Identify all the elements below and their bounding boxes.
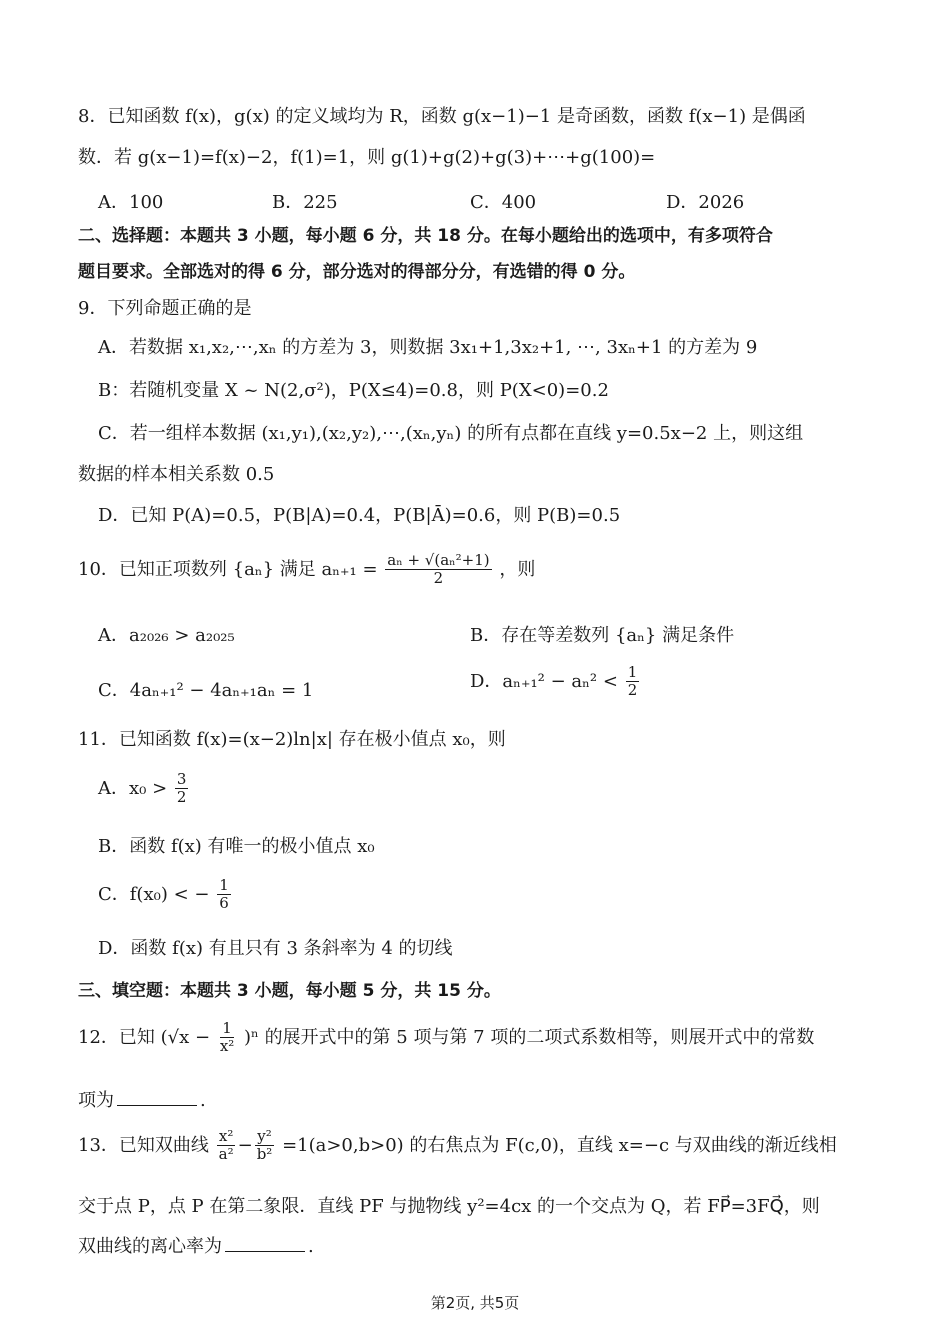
q11-option-a-den: 2 xyxy=(176,788,187,807)
q12-answer-blank[interactable] xyxy=(117,1105,197,1106)
q10-option-c: C．4aₙ₊₁² − 4aₙ₊₁aₙ = 1 xyxy=(98,680,314,701)
q9-option-d: D．已知 P(A)=0.5，P(B|A)=0.4，P(B|Ā)=0.6，则 P(B)=0.5 xyxy=(98,505,621,526)
q9-stem: 9．下列命题正确的是 xyxy=(78,298,252,319)
q11-option-c xyxy=(98,877,233,913)
q13-pre: 13．已知双曲线 xyxy=(78,1134,209,1156)
q13-fraction-y-num: y² xyxy=(257,1127,272,1145)
q8-option-a: A．100 xyxy=(98,192,164,213)
q12-fraction-den: x² xyxy=(219,1037,235,1056)
q10-stem-post: ，则 xyxy=(499,558,536,580)
q11-option-a-fraction xyxy=(175,771,189,807)
q13-fraction-x xyxy=(217,1128,236,1164)
q13-answer-blank[interactable] xyxy=(225,1251,305,1252)
q12-line2-text: 项为 xyxy=(78,1090,114,1111)
q9-option-c-line2: 数据的样本相关系数 0.5 xyxy=(78,464,275,485)
q11-option-c-den: 6 xyxy=(219,894,229,913)
q13-line3 xyxy=(78,1236,314,1258)
q12-line1 xyxy=(78,1020,814,1056)
q11-option-c-num: 1 xyxy=(219,876,229,894)
q12-post: )ⁿ 的展开式中的第 5 项与第 7 项的二项式系数相等，则展开式中的常数 xyxy=(244,1026,815,1048)
q9-option-a: A．若数据 x₁,x₂,⋯,xₙ 的方差为 3，则数据 3x₁+1,3x₂+1, ⋯, 3xₙ+1 的方差为 9 xyxy=(98,337,758,358)
q12-end: . xyxy=(200,1090,206,1111)
q13-end: . xyxy=(308,1236,314,1257)
q12-fraction-num: 1 xyxy=(222,1019,232,1037)
q13-post: =1(a>0,b>0) 的右焦点为 F(c,0)，直线 x=−c 与双曲线的渐近线相 xyxy=(282,1134,837,1156)
q9-option-c-line1: C．若一组样本数据 (x₁,y₁),(x₂,y₂),⋯,(xₙ,yₙ) 的所有点都在直线 y=0.5x−2 上，则这组 xyxy=(98,423,804,444)
q10-fraction-num: aₙ + √(aₙ²+1) xyxy=(387,551,490,569)
section2-line1: 二、选择题：本题共 3 小题，每小题 6 分，共 18 分。在每小题给出的选项中，有多项符合 xyxy=(78,226,773,246)
q10-option-d-den: 2 xyxy=(627,681,638,700)
q8-option-b: B．225 xyxy=(272,192,338,213)
q8-line2: 数．若 g(x−1)=f(x)−2，f(1)=1，则 g(1)+g(2)+g(3)+⋯+g(100)= xyxy=(78,147,656,168)
q13-line1 xyxy=(78,1128,837,1164)
page-footer: 第2页, 共5页 xyxy=(430,1294,520,1312)
q11-option-b: B．函数 f(x) 有唯一的极小值点 x₀ xyxy=(98,836,375,857)
q10-fraction xyxy=(385,552,491,588)
section2-line2: 题目要求。全部选对的得 6 分，部分选对的得部分分，有选错的得 0 分。 xyxy=(78,262,636,282)
q10-stem-pre: 10．已知正项数列 {aₙ} 满足 aₙ₊₁ = xyxy=(78,558,378,580)
q11-option-a-num: 3 xyxy=(176,770,187,788)
q10-option-d xyxy=(470,664,641,700)
q11-option-a xyxy=(98,771,190,807)
q13-line3-text: 双曲线的离心率为 xyxy=(78,1236,222,1257)
q10-option-a: A．a₂₀₂₆ > a₂₀₂₅ xyxy=(98,625,235,646)
q8-line1: 8．已知函数 f(x)，g(x) 的定义域均为 R，函数 g(x−1)−1 是奇函数，函数 f(x−1) 是偶函 xyxy=(78,106,806,127)
q11-option-c-pre: C．f(x₀) < − xyxy=(98,883,210,905)
q13-line2: 交于点 P，点 P 在第二象限．直线 PF 与抛物线 y²=4cx 的一个交点为 Q，若 FP⃗=3FQ⃗，则 xyxy=(78,1196,820,1217)
q12-fraction xyxy=(218,1020,236,1056)
q10-stem xyxy=(78,552,535,588)
q10-fraction-den: 2 xyxy=(433,569,444,588)
q13-fraction-y-den: b² xyxy=(256,1145,273,1164)
q11-option-a-pre: A．x₀ > xyxy=(98,777,168,799)
q13-fraction-x-num: x² xyxy=(218,1127,234,1145)
q12-line2 xyxy=(78,1090,206,1112)
q10-option-d-num: 1 xyxy=(627,663,638,681)
section3-header: 三、填空题：本题共 3 小题，每小题 5 分，共 15 分。 xyxy=(78,981,501,1001)
q13-fraction-y xyxy=(255,1128,275,1164)
q11-option-c-fraction xyxy=(217,877,231,913)
q13-fraction-x-den: a² xyxy=(218,1145,234,1164)
q10-option-d-pre: D．aₙ₊₁² − aₙ² < xyxy=(470,670,618,692)
q11-option-d: D．函数 f(x) 有且只有 3 条斜率为 4 的切线 xyxy=(98,938,453,959)
q8-option-d: D．2026 xyxy=(666,192,745,213)
q12-pre: 12．已知 (√x − xyxy=(78,1026,211,1048)
q9-option-b: B：若随机变量 X ~ N(2,σ²)，P(X≤4)=0.8，则 P(X<0)=0.2 xyxy=(98,380,609,401)
q11-stem: 11．已知函数 f(x)=(x−2)ln|x| 存在极小值点 x₀，则 xyxy=(78,729,506,750)
q13-minus: − xyxy=(237,1134,253,1156)
q10-option-b: B．存在等差数列 {aₙ} 满足条件 xyxy=(470,625,735,646)
q8-option-c: C．400 xyxy=(470,192,537,213)
q10-option-d-fraction xyxy=(626,664,640,700)
